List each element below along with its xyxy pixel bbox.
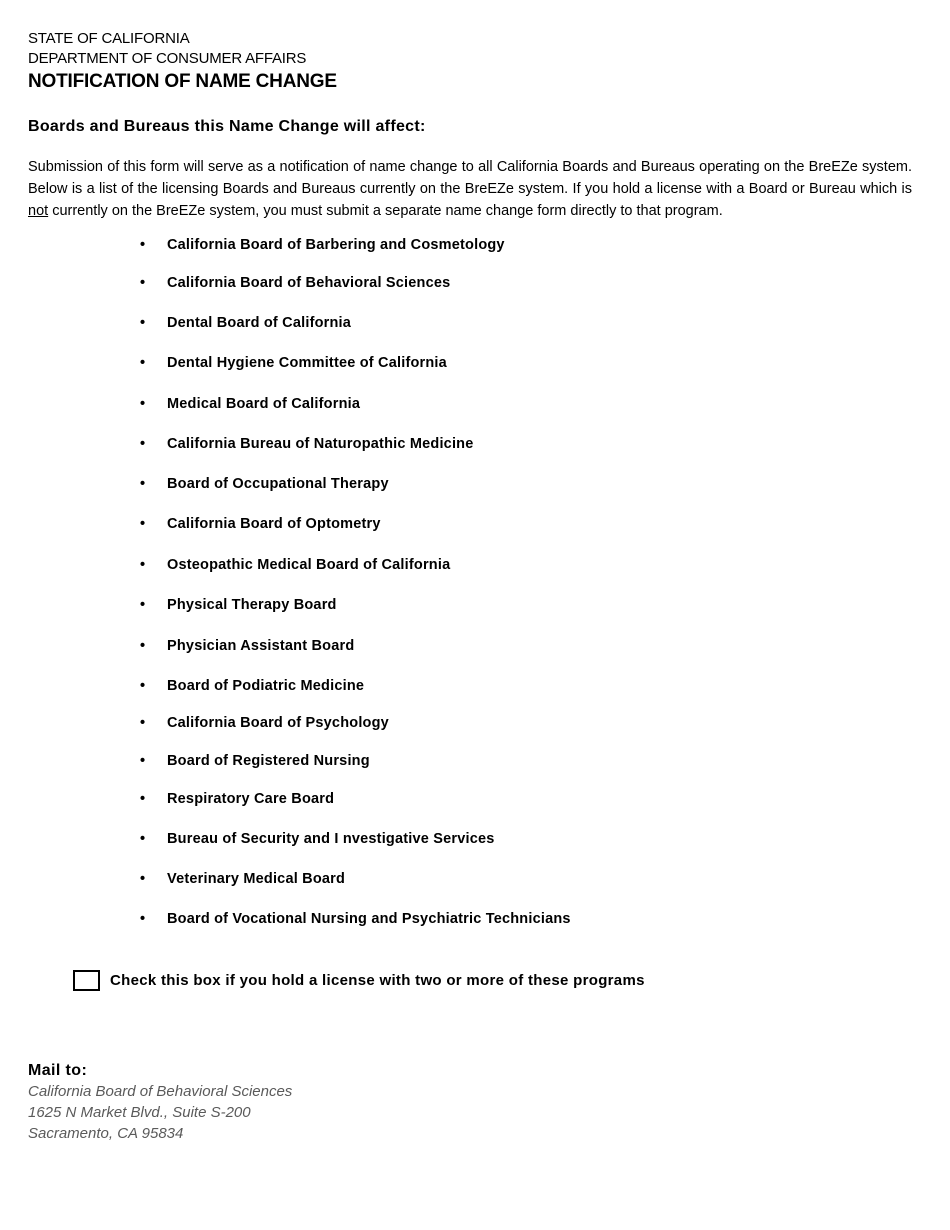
list-item: [140, 315, 351, 331]
list-item: [140, 396, 360, 412]
list-item: [140, 871, 345, 887]
bullet-icon: •: [140, 355, 146, 371]
boards-section-heading: Boards and Bureaus this Name Change will affect:: [28, 118, 426, 135]
bullet-icon: •: [140, 275, 146, 291]
bullet-icon: •: [140, 436, 146, 452]
mail-address-line: California Board of Behavioral Sciences: [28, 1083, 293, 1100]
bullet-icon: •: [140, 715, 146, 731]
list-item: [140, 275, 450, 291]
bullet-icon: •: [140, 753, 146, 769]
board-name: Physician Assistant Board: [167, 638, 355, 654]
board-name: Physical Therapy Board: [167, 597, 337, 613]
list-item: [140, 831, 495, 847]
board-name: California Board of Behavioral Sciences: [167, 275, 451, 291]
list-item: [140, 355, 447, 371]
multi-program-checkbox[interactable]: [73, 970, 100, 991]
bullet-icon: •: [140, 678, 146, 694]
board-name: Medical Board of California: [167, 396, 361, 412]
board-name: Osteopathic Medical Board of California: [167, 557, 451, 573]
list-item: [140, 476, 389, 492]
intro-text-part2: currently on the BreEZe system, you must submit a separate name change form directly to that program.: [48, 203, 723, 219]
board-name: Dental Hygiene Committee of California: [167, 355, 447, 371]
bullet-icon: •: [140, 791, 146, 807]
board-name: Dental Board of California: [167, 315, 352, 331]
list-item: [140, 791, 334, 807]
mail-address-line: Sacramento, CA 95834: [28, 1125, 184, 1142]
board-name: California Bureau of Naturopathic Medicine: [167, 436, 474, 452]
board-name: Veterinary Medical Board: [167, 871, 346, 887]
board-name: California Board of Optometry: [167, 516, 381, 532]
list-item: [140, 638, 354, 654]
bullet-icon: •: [140, 476, 146, 492]
bullet-icon: •: [140, 831, 146, 847]
mail-address-line: 1625 N Market Blvd., Suite S-200: [28, 1104, 251, 1121]
intro-underlined-not: not: [28, 203, 49, 219]
list-item: [140, 557, 450, 573]
multi-program-checkbox-label: Check this box if you hold a license with two or more of these programs: [110, 971, 645, 989]
list-item: [140, 715, 389, 731]
bullet-icon: •: [140, 871, 146, 887]
board-name: Board of Occupational Therapy: [167, 476, 389, 492]
board-name: Bureau of Security and I nvestigative Services: [167, 831, 495, 847]
department-heading: DEPARTMENT OF CONSUMER AFFAIRS: [28, 50, 307, 67]
board-name: Board of Podiatric Medicine: [167, 678, 365, 694]
mail-to-heading: Mail to:: [28, 1062, 88, 1079]
board-name: Board of Registered Nursing: [167, 753, 370, 769]
board-name: Board of Vocational Nursing and Psychiatric Technicians: [167, 911, 571, 927]
multi-program-checkbox-row: [73, 966, 645, 994]
list-item: [140, 911, 571, 927]
list-item: [140, 753, 370, 769]
board-name: California Board of Psychology: [167, 715, 389, 731]
bullet-icon: •: [140, 597, 146, 613]
list-item: [140, 597, 337, 613]
form-title: NOTIFICATION OF NAME CHANGE: [28, 71, 337, 92]
list-item: [140, 516, 381, 532]
bullet-icon: •: [140, 396, 146, 412]
intro-text-part1: Submission of this form will serve as a notification of name change to all California Boards and Bureaus operating on the BreEZe system. Below is a list of the licensing Boards and Bureaus currently on the BreEZe system. If you hold a license with a Board or Bureau which is: [28, 159, 912, 197]
list-item: [140, 436, 474, 452]
bullet-icon: •: [140, 911, 146, 927]
intro-paragraph: [28, 156, 912, 222]
state-heading: STATE OF CALIFORNIA: [28, 30, 190, 47]
bullet-icon: •: [140, 516, 146, 532]
bullet-icon: •: [140, 315, 146, 331]
list-item: [140, 237, 505, 253]
bullet-icon: •: [140, 638, 146, 654]
board-name: Respiratory Care Board: [167, 791, 335, 807]
board-name: California Board of Barbering and Cosmetology: [167, 237, 505, 253]
bullet-icon: •: [140, 557, 146, 573]
bullet-icon: •: [140, 237, 146, 253]
list-item: [140, 678, 364, 694]
